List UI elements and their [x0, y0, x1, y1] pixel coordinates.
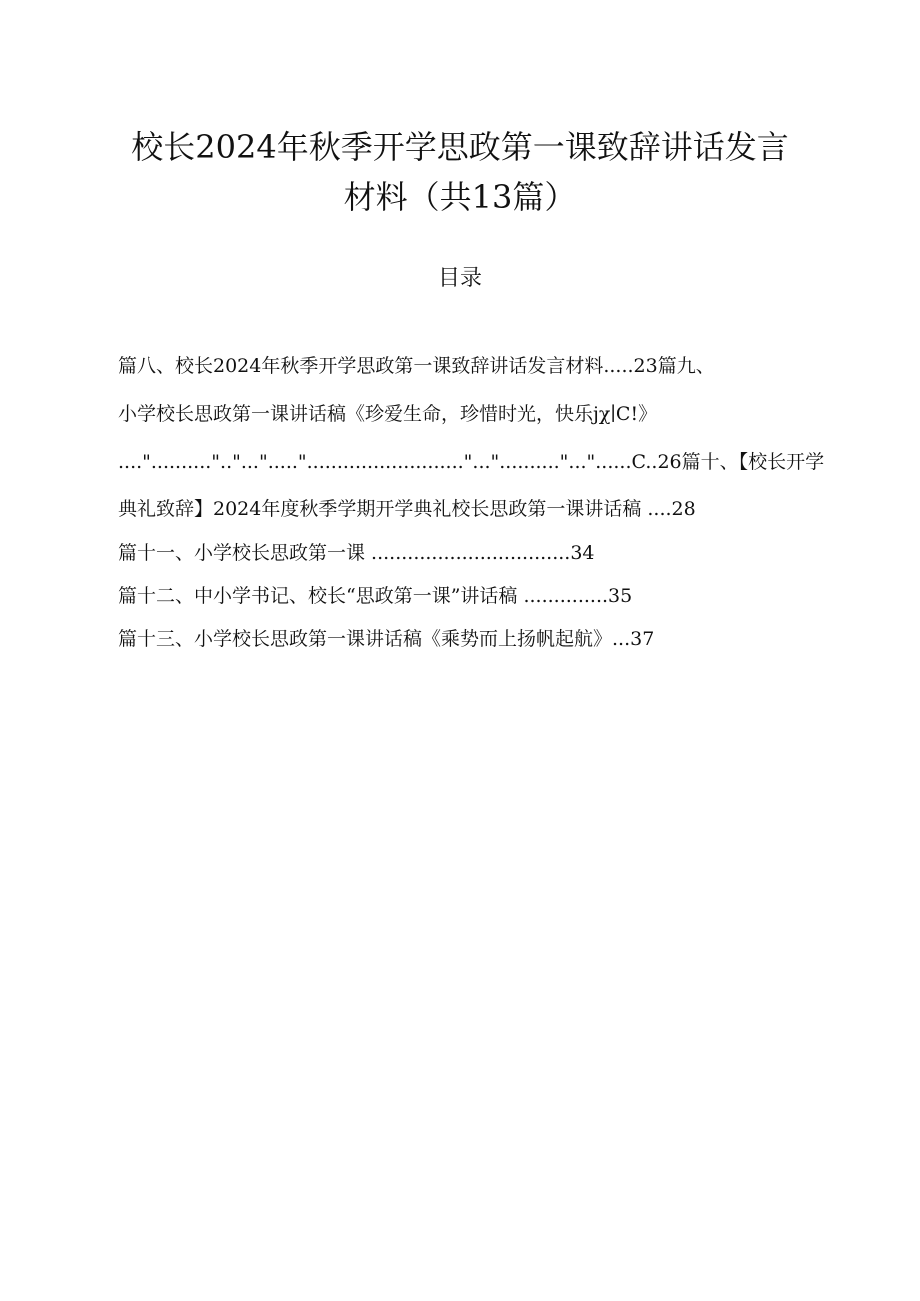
toc-line-5[interactable]: 篇十一、小学校长思政第一课 .................................34	[118, 542, 595, 564]
title-line-1: 校长2024年秋季开学思政第一课致辞讲话发言	[131, 128, 789, 166]
toc-line-1[interactable]: 篇八、校长2024年秋季开学思政第一课致辞讲话发言材料.....23篇九、	[118, 355, 715, 377]
document-title	[0, 122, 920, 222]
toc-heading: 目录	[437, 266, 482, 291]
toc-line-7[interactable]: 篇十三、小学校长思政第一课讲话稿《乘势而上扬帆起航》...37	[118, 628, 655, 650]
toc-line-4[interactable]: 典礼致辞】2024年度秋季学期开学典礼校长思政第一课讲话稿 ....28	[118, 498, 696, 520]
title-line-2: 材料（共13篇）	[343, 178, 577, 216]
toc-line-6[interactable]: 篇十二、中小学书记、校长“思政第一课”讲话稿 ..............35	[118, 585, 633, 607]
toc-line-2[interactable]: 小学校长思政第一课讲话稿《珍爱生命，珍惜时光，快乐jχ∣C!》	[118, 403, 658, 425]
toc-line-3[interactable]: ...."..........".."...".....".........................."...".........."..."......C..26篇十、【校长开学	[118, 451, 825, 473]
